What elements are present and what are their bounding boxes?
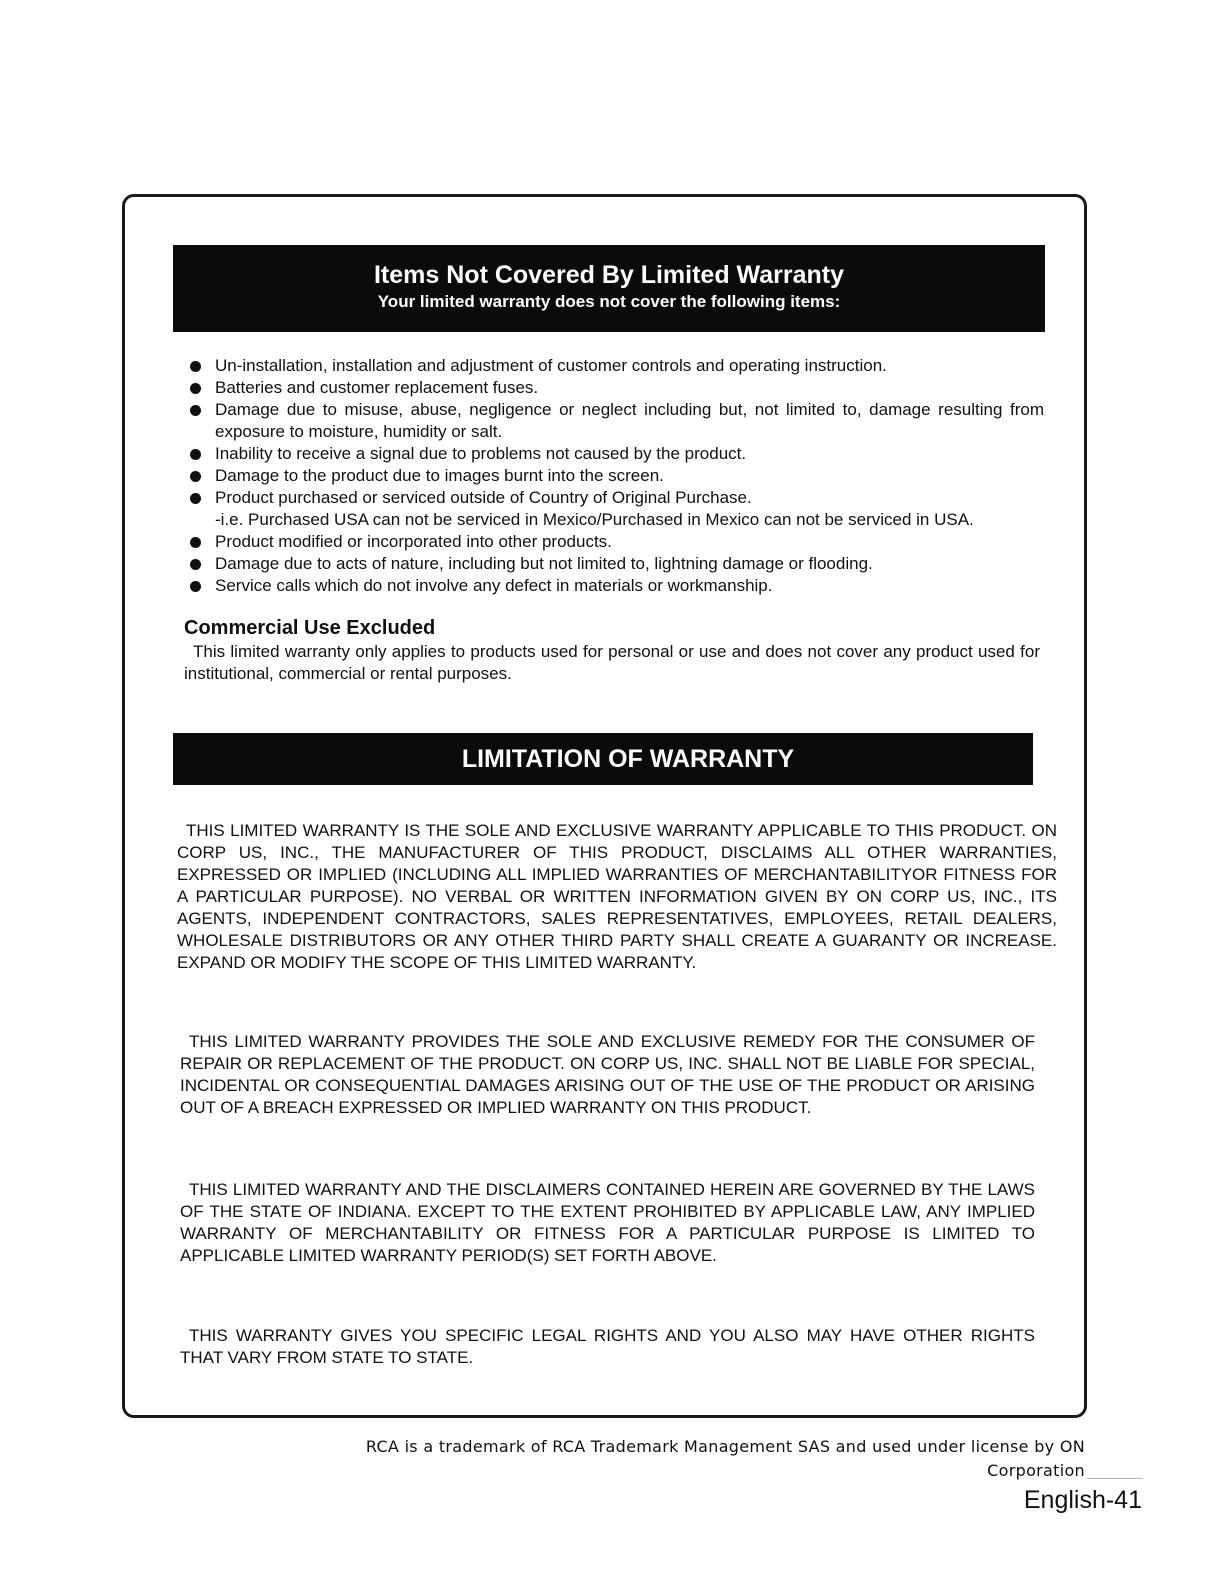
list-item: Damage to the product due to images burnt into the screen. xyxy=(190,465,1070,487)
bullet-icon xyxy=(190,449,201,460)
limitation-banner xyxy=(173,733,1033,785)
bullet-icon xyxy=(190,493,201,504)
bullet-icon xyxy=(190,471,201,482)
limitation-paragraph: THIS LIMITED WARRANTY IS THE SOLE AND EXCLUSIVE WARRANTY APPLICABLE TO THIS PRODUCT. ON CORP US, INC., THE MANUFACTURER OF THIS PRODUCT, DISCLAIMS ALL OTHER WARRANTIES, EXPRESSED OR IMPLIED (INCLUDING ALL IMPLIED WARRANTIES OF MERCHANTABILITYOR FITNESS FOR A PARTICULAR PURPOSE). NO VERBAL OR WRITTEN INFORMATION GIVEN BY ON CORP US, INC., ITS AGENTS, INDEPENDENT CONTRACTORS, SALES REPRESENTATIVES, EMPLOYEES, RETAIL DEALERS, WHOLESALE DISTRIBUTORS OR ANY OTHER THIRD PARTY SHALL CREATE A GUARANTY OR INCREASE. EXPAND OR MODIFY THE SCOPE OF THIS LIMITED WARRANTY. xyxy=(177,821,1057,972)
bullet-icon xyxy=(190,537,201,548)
items-not-covered-title: Items Not Covered By Limited Warranty xyxy=(373,261,844,289)
limitation-paragraph: THIS LIMITED WARRANTY AND THE DISCLAIMERS CONTAINED HEREIN ARE GOVERNED BY THE LAWS OF THE STATE OF INDIANA. EXCEPT TO THE EXTENT PROHIBITED BY APPLICABLE LAW, ANY IMPLIED WARRANTY OF MERCHANTABILITY OR FITNESS FOR A PARTICULAR PURPOSE IS LIMITED TO APPLICABLE LIMITED WARRANTY PERIOD(S) SET FORTH ABOVE. xyxy=(180,1180,1035,1265)
commercial-use-heading: Commercial Use Excluded xyxy=(184,617,436,639)
commercial-use-text: This limited warranty only applies to products used for personal or use and does not cover any product used for institutional, commercial or rental purposes. xyxy=(184,642,1040,683)
list-item: Product purchased or serviced outside of Country of Original Purchase. xyxy=(190,487,1070,509)
limitation-title: LIMITATION OF WARRANTY xyxy=(461,745,795,773)
bullet-icon xyxy=(190,361,201,372)
list-item: Damage due to acts of nature, including but not limited to, lightning damage or flooding. xyxy=(190,553,1070,575)
list-item: Batteries and customer replacement fuses. xyxy=(190,377,1070,399)
list-item: Service calls which do not involve any defect in materials or workmanship. xyxy=(190,575,1070,597)
items-not-covered-banner xyxy=(173,245,1045,332)
page-number: English-41 xyxy=(1023,1486,1142,1514)
bullet-icon xyxy=(190,581,201,592)
bullet-icon xyxy=(190,405,201,416)
trademark-notice: RCA is a trademark of RCA Trademark Management SAS and used under license by ON Corporation xyxy=(365,1437,1085,1480)
exclusions-list xyxy=(190,355,1070,597)
limitation-paragraph: THIS WARRANTY GIVES YOU SPECIFIC LEGAL RIGHTS AND YOU ALSO MAY HAVE OTHER RIGHTS THAT VARY FROM STATE TO STATE. xyxy=(180,1326,1035,1367)
list-item-note: -i.e. Purchased USA can not be serviced in Mexico/Purchased in Mexico can not be serviced in USA. xyxy=(215,510,974,529)
list-item: Un-installation, installation and adjustment of customer controls and operating instruction. xyxy=(190,355,1070,377)
bullet-icon xyxy=(190,383,201,394)
bullet-icon xyxy=(190,559,201,570)
list-item: Damage due to misuse, abuse, negligence or neglect including but, not limited to, damage resulting from exposure to moisture, humidity or salt. xyxy=(190,399,1044,443)
list-item: Inability to receive a signal due to problems not caused by the product. xyxy=(190,443,1070,465)
list-item: Product modified or incorporated into other products. xyxy=(190,531,1070,553)
page-number-rule xyxy=(1087,1478,1143,1479)
limitation-paragraph: THIS LIMITED WARRANTY PROVIDES THE SOLE AND EXCLUSIVE REMEDY FOR THE CONSUMER OF REPAIR OR REPLACEMENT OF THE PRODUCT. ON CORP US, INC. SHALL NOT BE LIABLE FOR SPECIAL, INCIDENTAL OR CONSEQUENTIAL DAMAGES ARISING OUT OF THE USE OF THE PRODUCT OR ARISING OUT OF A BREACH EXPRESSED OR IMPLIED WARRANTY ON THIS PRODUCT. xyxy=(180,1032,1035,1117)
items-not-covered-subtitle: Your limited warranty does not cover the following items: xyxy=(377,292,841,311)
